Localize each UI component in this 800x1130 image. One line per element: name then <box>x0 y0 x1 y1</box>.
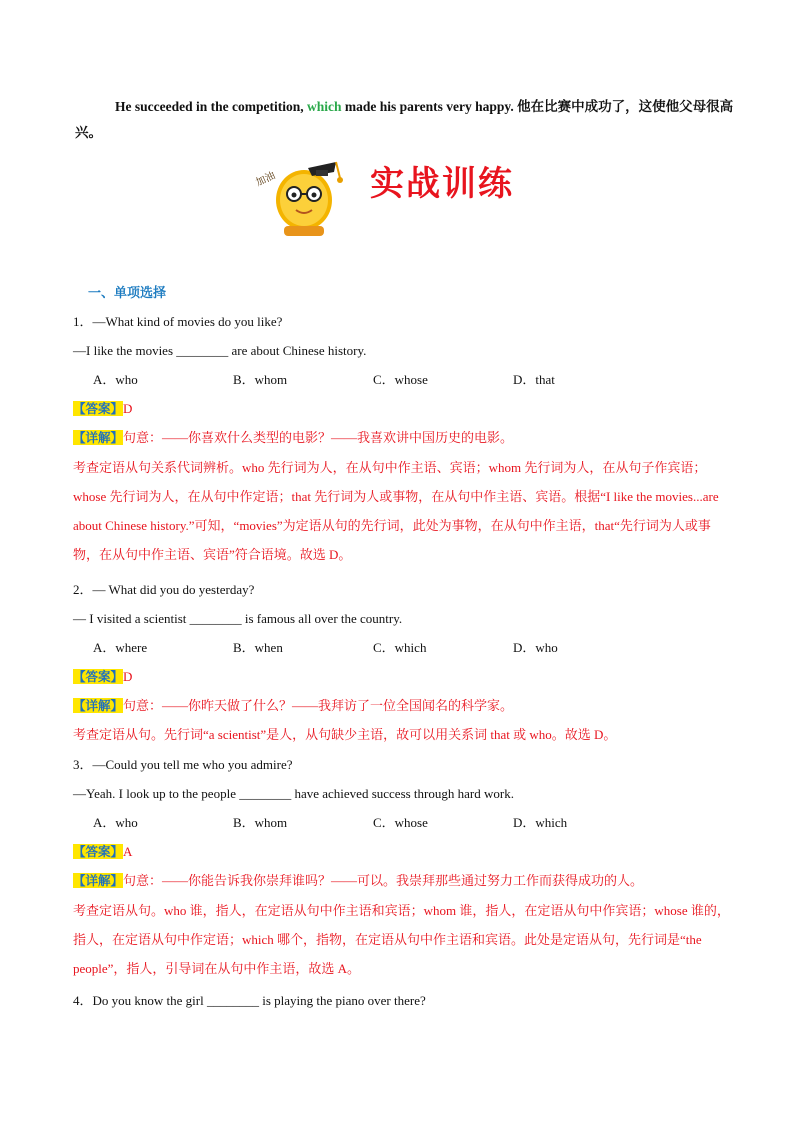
answer-value: D <box>123 401 133 416</box>
answer-tag: 【答案】 <box>73 669 124 684</box>
question-1-answer <box>73 399 132 419</box>
detail-text: 句意：——你喜欢什么类型的电影？——我喜欢讲中国历史的电影。 <box>123 430 514 445</box>
answer-value: A <box>123 844 133 859</box>
practice-banner <box>252 150 552 240</box>
question-3-options <box>93 813 653 833</box>
option-c: C．which <box>373 640 427 655</box>
option-a: A．who <box>93 815 138 830</box>
detail-tag: 【详解】 <box>73 873 124 888</box>
detail-tag: 【详解】 <box>73 698 124 713</box>
question-1-analysis: 考查定语从句关系代词辨析。who 先行词为人，在从句中作主语、宾语；whom 先行词为人，在从句子作宾语；whose 先行词为人，在从句中作定语；that 先行词为人或事物，在从句中作主语、宾语。根据“I like the movies...are about Chinese history.”可知，“movies”为定语从句的先行词，此处为事物，在从句中作主语，that“先行词为人或事物，在从句中作主语、宾语”符合语境。故选 D。 <box>73 460 719 562</box>
question-3-stem-2: —Yeah. I look up to the people ________ have achieved success through hard work. <box>73 786 514 801</box>
section-title: 一、单项选择 <box>88 286 167 301</box>
question-1-detail <box>73 428 513 448</box>
question-2-analysis: 考查定语从句。先行词“a scientist”是人，从句缺少主语，故可以用关系词 that 或 who。故选 D。 <box>73 727 617 742</box>
option-b: B．whom <box>233 372 288 387</box>
question-3-stem: 3．—Could you tell me who you admire? <box>73 757 293 772</box>
option-b: B．whom <box>233 815 288 830</box>
question-3-detail <box>73 871 643 891</box>
option-d: D．who <box>513 640 558 655</box>
option-a: A．where <box>93 640 148 655</box>
answer-tag: 【答案】 <box>73 844 124 859</box>
mascot-text: 加油 <box>254 170 278 189</box>
detail-text: 句意：——你昨天做了什么？——我拜访了一位全国闻名的科学家。 <box>123 698 514 713</box>
option-c: C．whose <box>373 372 428 387</box>
question-4-stem: 4．Do you know the girl ________ is playing the piano over there? <box>73 993 426 1008</box>
option-a: A．who <box>93 372 138 387</box>
question-3-answer <box>73 842 132 862</box>
option-c: C．whose <box>373 815 428 830</box>
answer-value: D <box>123 669 133 684</box>
option-d: D．which <box>513 815 568 830</box>
example-keyword: which <box>306 99 342 114</box>
question-2-stem: 2．— What did you do yesterday? <box>73 582 255 597</box>
question-2-answer <box>73 667 132 687</box>
option-b: B．when <box>233 640 283 655</box>
banner-title: 实战训练 <box>370 164 514 204</box>
question-1-stem-2: —I like the movies ________ are about Chinese history. <box>73 343 367 358</box>
detail-text: 句意：——你能告诉我你崇拜谁吗？——可以。我崇拜那些通过努力工作而获得成功的人。 <box>123 873 644 888</box>
example-pre: He succeeded in the competition, <box>115 99 307 114</box>
question-2-detail <box>73 696 513 716</box>
question-1-options <box>93 370 653 390</box>
example-post: made his parents very happy. 他在比赛中成功了，这使他父母很高兴。 <box>75 99 734 140</box>
mascot-icon <box>252 150 352 240</box>
question-2-options <box>93 638 653 658</box>
question-1-stem: 1．—What kind of movies do you like? <box>73 314 283 329</box>
question-3-analysis: 考查定语从句。who 谁，指人，在定语从句中作主语和宾语；whom 谁，指人，在定语从句中作宾语；whose 谁的，指人，在定语从句中作定语；which 哪个，指物，在定语从句中作主语和宾语。此处是定语从句，先行词是“the people”，指人，引导词在从句中作主语，故选 A。 <box>73 903 730 976</box>
detail-tag: 【详解】 <box>73 430 124 445</box>
question-2-stem-2: — I visited a scientist ________ is famous all over the country. <box>73 611 403 626</box>
answer-tag: 【答案】 <box>73 401 124 416</box>
example-sentence <box>75 94 735 146</box>
option-d: D．that <box>513 372 555 387</box>
